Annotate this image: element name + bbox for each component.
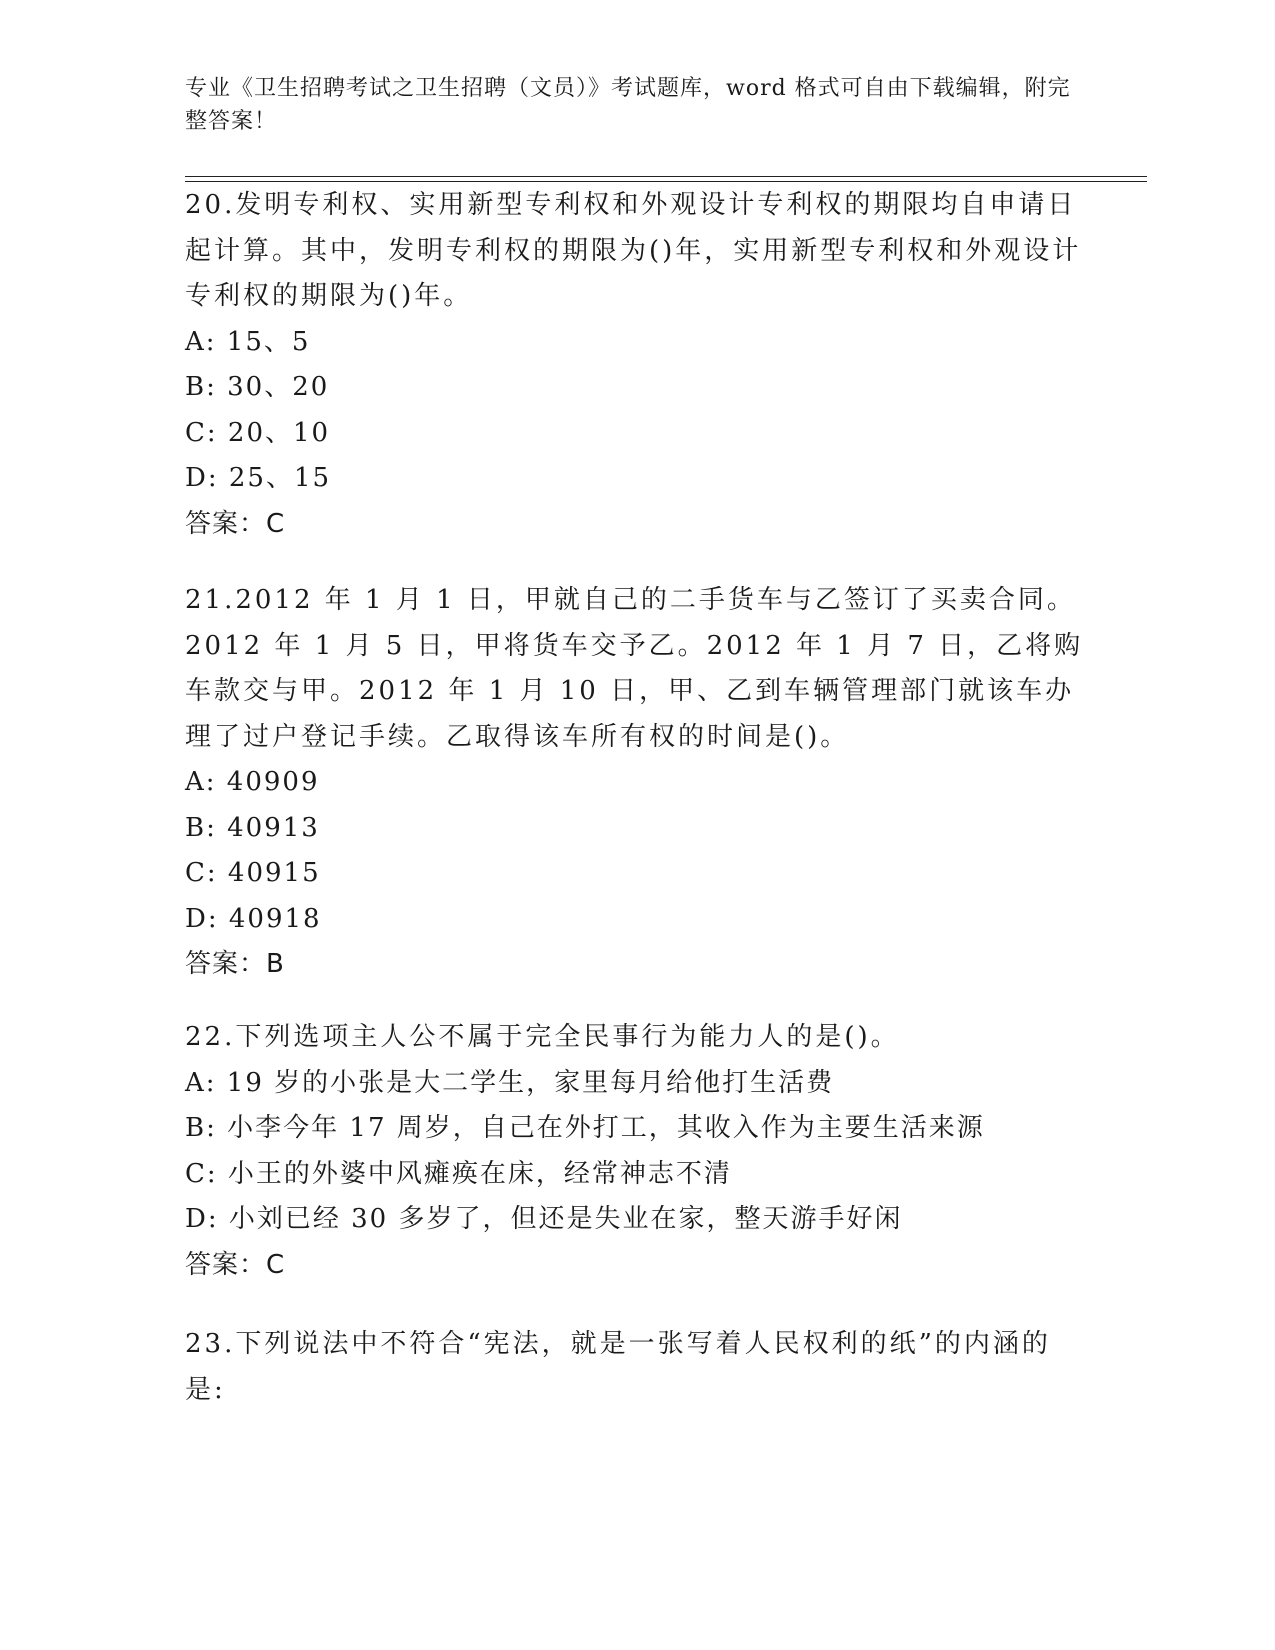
question-stem: 23.下列说法中不符合“宪法，就是一张写着人民权利的纸”的内涵的是: (185, 1329, 1051, 1405)
option-b: B: 30、20 (185, 372, 330, 402)
header-divider-top (185, 176, 1147, 177)
answer: 答案：B (185, 949, 285, 979)
question-20 (185, 183, 1085, 547)
question-21 (185, 578, 1085, 988)
option-a: A: 15、5 (185, 326, 311, 357)
header-divider-bottom (185, 181, 1147, 182)
answer: 答案：C (185, 1249, 286, 1280)
question-stem: 21.2012 年 1 月 1 日，甲就自己的二手货车与乙签订了买卖合同。2012 年 1 月 5 日，甲将货车交予乙。2012 年 1 月 7 日，乙将购车款交与甲。2012 年 1 月 10 日，甲、乙到车辆管理部门就该车办理了过户登记手续。乙取得该车所有权的时间是()。 (185, 585, 1084, 752)
option-d: D: 25、15 (185, 463, 332, 493)
option-b: B: 小李今年 17 周岁，自己在外打工，其收入作为主要生活来源 (185, 1113, 985, 1143)
question-23 (185, 1322, 1085, 1413)
question-stem: 20.发明专利权、实用新型专利权和外观设计专利权的期限均自申请日起计算。其中，发明专利权的期限为()年，实用新型专利权和外观设计专利权的期限为()年。 (185, 190, 1082, 311)
option-c: C: 40915 (185, 858, 321, 888)
option-b: B: 40913 (185, 812, 320, 843)
question-stem: 22.下列选项主人公不属于完全民事行为能力人的是()。 (185, 1022, 900, 1052)
option-a: A: 19 岁的小张是大二学生，家里每月给他打生活费 (185, 1067, 835, 1098)
option-a: A: 40909 (185, 767, 320, 797)
answer: 答案：C (185, 508, 286, 539)
option-d: D: 40918 (185, 903, 322, 934)
option-c: C: 小王的外婆中风瘫痪在床，经常神志不清 (185, 1158, 732, 1189)
document-header: 专业《卫生招聘考试之卫生招聘（文员）》考试题库，word 格式可自由下载编辑，附完整答案！ (185, 76, 1071, 134)
option-d: D: 小刘已经 30 多岁了，但还是失业在家，整天游手好闲 (185, 1204, 903, 1234)
question-22 (185, 1015, 1085, 1288)
option-c: C: 20、10 (185, 417, 331, 448)
